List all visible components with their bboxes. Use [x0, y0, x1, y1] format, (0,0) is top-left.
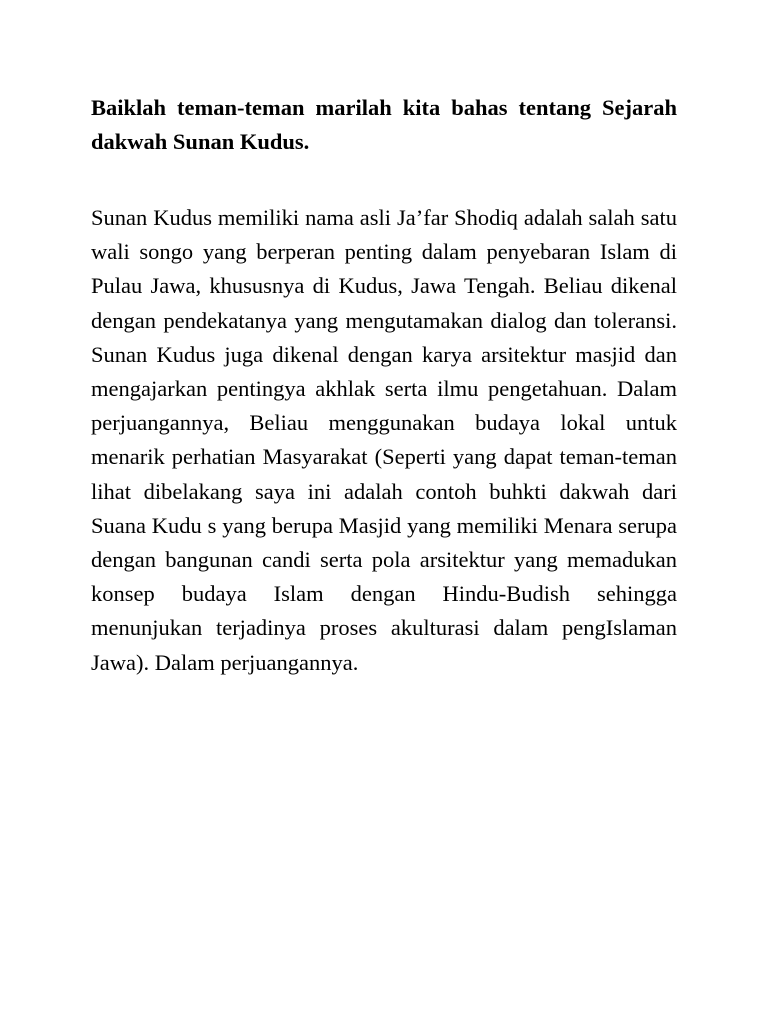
- document-paragraph: Sunan Kudus memiliki nama asli Ja’far Shodiq adalah salah satu wali songo yang berperan penting dalam penyebaran Islam di Pulau Jawa, khususnya di Kudus, Jawa Tengah. Beliau dikenal dengan pendekatanya yang mengutamakan dialog dan toleransi. Sunan Kudus juga dikenal dengan karya arsitektur masjid dan mengajarkan pentingya akhlak serta ilmu pengetahuan. Dalam perjuangannya, Beliau menggunakan budaya lokal untuk menarik perhatian Masyarakat (Seperti yang dapat teman-teman lihat dibelakang saya ini adalah contoh buhkti dakwah dari Suana Kudu s yang berupa Masjid yang memiliki Menara serupa dengan bangunan candi serta pola arsitektur yang memadukan konsep budaya Islam dengan Hindu-Budish sehingga menunjukan terjadinya proses akulturasi dalam pengIslaman Jawa). Dalam perjuangannya.: [91, 205, 677, 675]
- document-heading: Baiklah teman-teman marilah kita bahas tentang Sejarah dakwah Sunan Kudus.: [91, 95, 677, 155]
